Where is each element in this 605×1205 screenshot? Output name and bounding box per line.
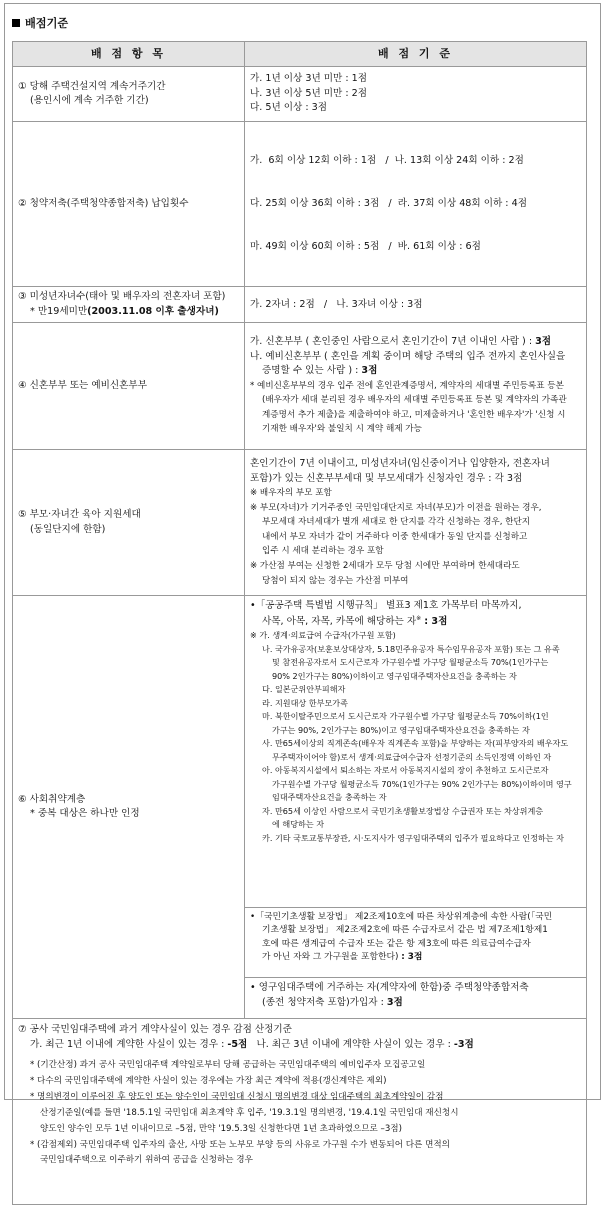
score: 3점 <box>386 996 403 1008</box>
criteria-line: 혼인기간이 7년 이내이고, 미성년자녀(임신중이거나 입양한자, 전혼자녀 <box>250 458 550 470</box>
header-criteria: 배 점 기 준 <box>245 42 587 67</box>
note-line: 90% 2인가구는 80%)이하이고 영구임대주택자산요건을 충족하는 자 <box>272 670 517 681</box>
table-row <box>13 287 587 323</box>
note-line: 내에서 부모 자녀가 같이 거주하다 이중 한세대가 동일 단지를 신청하고 <box>262 531 528 542</box>
item-label: ⑤ 부모·자녀간 육아 지원세대 <box>18 509 141 521</box>
criteria-line: •「국민기초생활 보장법」 제2조제10호에 따른 차상위계층에 속한 사람(「국민 <box>250 912 553 923</box>
item-label: ① 당해 주택건설지역 계속거주기간 <box>18 80 166 92</box>
item-sublabel: * 만19세미만 <box>30 305 88 317</box>
note-line: * (기간산정) 과거 공사 국민임대주택 계약일로부터 당해 공급하는 국민임대주택의 예비입주자 모집공고일 <box>30 1060 426 1071</box>
header-item: 배 점 항 목 <box>13 42 245 67</box>
item-newlywed <box>13 323 245 450</box>
criteria-line: 가. 2자녀 : 2점 / 나. 3자녀 이상 : 3점 <box>250 298 423 310</box>
criteria-line: 가. 신혼부부 ( 혼인중인 사람으로서 혼인기간이 7년 이내인 사람 ) : <box>250 336 536 348</box>
criteria-line: 포함)가 있는 신혼부부세대 및 부모세대가 신청자인 경우 : 각 3점 <box>250 472 523 484</box>
note-line: ※ 부모(자녀)가 기거주중인 국민임대단지로 자녀(부모)가 이전을 원하는 경우, <box>250 502 542 513</box>
criteria-newlywed <box>245 323 587 450</box>
note-line: 국민임대주택으로 이주하기 위하여 공급을 신청하는 경우 <box>40 1155 253 1166</box>
note-line: ※ 배우자의 부모 포함 <box>250 488 332 499</box>
vulnerable-group-3 <box>245 978 586 1018</box>
criteria-line: 가. 1년 이상 3년 미만 : 1점 <box>250 73 368 85</box>
criteria-children <box>245 287 587 323</box>
criteria-line: • 영구임대주택에 거주하는 자(계약자에 한함)중 주택청약종합저축 <box>250 982 529 994</box>
note-line: 아. 아동복지시설에서 퇴소하는 자로서 아동복지시설의 장이 추천하고 도시근로자 <box>262 765 549 776</box>
note-line: 에 해당하는 자 <box>272 819 325 830</box>
note-line: 나. 국가유공자(보훈보상대상자, 5.18민주유공자 특수임무유공자 포함) 또는 그 유족 <box>262 643 560 654</box>
note-line: * (감점제외) 국민임대주택 입주자의 출산, 사망 또는 노부모 부양 등의 사유로 가구원 수가 변동되어 다른 면적의 <box>30 1139 450 1150</box>
note-line: 자. 만65세 이상인 사람으로서 국민기초생활보장법상 수급권자 또는 차상위계층 <box>262 805 544 816</box>
criteria-residence <box>245 67 587 122</box>
item-residence <box>13 67 245 122</box>
deduction-line: 나. 최근 3년 이내에 계약한 사실이 있는 경우 : <box>247 1038 454 1050</box>
table-row <box>13 323 587 450</box>
deduction-line: 가. 최근 1년 이내에 계약한 사실이 있는 경우 : <box>30 1038 228 1050</box>
note-line: ※ 가. 생계·의료급여 수급자(가구원 포함) <box>250 630 396 641</box>
square-bullet-icon <box>12 19 20 27</box>
criteria-childcare <box>245 450 587 596</box>
vulnerable-group-1: •「공공주택 특별법 시행규칙」 별표3 제1호 가목부터 마목까지, 사목, 아목, 자목, 카목에 해당하는 자※ : 3점 ※ 가. 생계·의료급여 수급자(가구원 포함) 나. 국가유공자(보훈보상대상자, 5.18민주유공자 특수임무유공자 포함) 또는 그 유족 및 참전유공자로서 도시근로자 가구원수별 가구당 월평균소득 70%(1인가구는 90% 2인가구는 80%)이하이고 영구임대주택자산요건을 충족하는 자 다. 일본군위안부피해자 라. 지원대상 한부모가족 마. 북한이탈주민으로서 도시근로자 가구원수별 가구당 월평균소득 70%이하(1인 가구는 90%, 2인가구는 80%)이고 영구임대주택자산요건을 충족하는 자 사. 만65세이상의 직계존속(배우자 직계존속 포함)을 부양하는 자(피부양자의 배우자도 무주택자이어야 함)로서 생계·의료급여수급자 선정기준의 소득인정액 이하인 자 아. 아동복지시설에서 퇴소하는 자로서 아동복지시설의 장이 추천하고 도시근로자 가구원수별 가구당 월평균소득 70%(1인가구는 90% 2인가구는 80%)이하이며 영구 임대주택자산요건을 충족하는 자 자. 만65세 이상인 사람으로서 국민기초생활보장법상 수급권자 또는 차상위계층 에 해당하는 자 카. 기타 국토교통부장관, 시·도지사가 영구임대주택의 입주가 필요하다고 인정하는 자 <box>245 596 586 908</box>
deduction-title: ⑦ 공사 국민임대주택에 과거 계약사실이 있는 경우 감점 산정기준 <box>18 1024 292 1036</box>
score: 3점 <box>535 336 552 348</box>
criteria-line: 마. 49회 이상 60회 이하 : 5점 / 바. 61회 이상 : 6점 <box>250 241 481 253</box>
section-heading <box>12 16 68 33</box>
item-sublabel: * 중복 대상은 하나만 인정 <box>30 808 140 820</box>
note-line: 가구는 90%, 2인가구는 80%)이고 영구임대주택자산요건을 충족하는 자 <box>272 724 530 735</box>
item-label: ⑥ 사회취약계층 <box>18 793 86 805</box>
note-line: * 명의변경이 이루어진 후 양도인 또는 양수인이 국민임대 신청시 명의변경 대상 임대주택의 최초계약일이 감점 <box>30 1091 444 1102</box>
note-line: 다. 일본군위안부피해자 <box>262 684 346 695</box>
scoring-table <box>12 41 587 1205</box>
criteria-line: 기초생활 보장법」 제2조제2호에 따른 수급자로서 같은 법 제7조제1항제1 <box>262 925 548 936</box>
note-line: 입주 시 세대 분리하는 경우 포함 <box>262 546 384 557</box>
note-line: ※ 가산점 부여는 신청한 2세대가 모두 당첨 시에만 부여하며 한세대라도 <box>250 561 520 572</box>
note-line: 산정기준일(예를 들면 '18.5.1일 국민임대 최초계약 후 입주, '19.3.1일 명의변경, '19.4.1일 국민임대 재신청시 <box>40 1107 459 1118</box>
heading-text: 배점기준 <box>25 17 69 30</box>
note-line: 계증명서 추가 제출)을 제출하여야 하고, 미제출하거나 '혼인한 배우자'가 '신청 시 <box>262 409 566 420</box>
table-header-row <box>13 42 587 67</box>
note-line: * 다수의 국민임대주택에 계약한 사실이 있는 경우에는 가장 최근 계약에 적용(갱신계약은 제외) <box>30 1075 387 1086</box>
table-row <box>13 67 587 122</box>
criteria-line: 가 아닌 자와 그 가구원을 포함한다) <box>262 951 399 962</box>
criteria-savings <box>245 122 587 287</box>
item-vulnerable <box>13 596 245 1019</box>
item-childcare <box>13 450 245 596</box>
criteria-line: 다. 5년 이상 : 3점 <box>250 102 328 114</box>
criteria-line: 사목, 아목, 자목, 카목에 해당하는 자 <box>262 615 417 627</box>
criteria-line: •「공공주택 특별법 시행규칙」 별표3 제1호 가목부터 마목까지, <box>250 600 522 612</box>
table-row <box>13 122 587 287</box>
score: : 3점 <box>424 615 448 627</box>
item-label: ④ 신혼부부 또는 예비신혼부부 <box>18 380 147 392</box>
criteria-line: 다. 25회 이상 36회 이하 : 3점 / 라. 37회 이상 48회 이하 : 4점 <box>250 197 527 209</box>
item-label: ③ 미성년자녀수(태아 및 배우자의 전혼자녀 포함) <box>18 291 226 303</box>
note-line: 가구원수별 가구당 월평균소득 70%(1인가구는 90% 2인가구는 80%)이하이며 영구 <box>272 778 572 789</box>
item-sublabel-bold: (2003.11.08 이후 출생자녀) <box>87 305 219 317</box>
note-line: 무주택자이어야 함)로서 생계·의료급여수급자 선정기준의 소득인정액 이하인 자 <box>272 751 552 762</box>
table-row <box>13 450 587 596</box>
note-line: 및 참전유공자로서 도시근로자 가구원수별 가구당 월평균소득 70%(1인가구는 <box>272 657 549 668</box>
table-row <box>13 1019 587 1205</box>
score: : 3점 <box>401 951 423 962</box>
item-savings <box>13 122 245 287</box>
note-line: 양도인 양수인 모두 1년 이내이므로 –5점, 만약 '19.5.3일 신청한다면 1년 초과하였으므로 –3점) <box>40 1123 402 1134</box>
item-label: ② 청약저축(주택청약종합저축) 납입횟수 <box>18 197 189 209</box>
criteria-line: (종전 청약저축 포함)가입자 : <box>262 996 387 1008</box>
score: -3점 <box>453 1038 474 1050</box>
score: 3점 <box>361 365 378 377</box>
vulnerable-group-2 <box>245 908 586 978</box>
criteria-line: 가. 6회 이상 12회 이하 : 1점 / 나. 13회 이상 24회 이하 : 2점 <box>250 154 524 166</box>
note-line: 임대주택자산요건을 충족하는 자 <box>272 792 387 803</box>
item-sublabel: (동일단지에 한함) <box>30 523 106 535</box>
deduction-section <box>13 1019 587 1205</box>
note-line: 카. 기타 국토교통부장관, 시·도지사가 영구임대주택의 입주가 필요하다고 인정하는 자 <box>262 833 564 843</box>
item-sublabel: (용인시에 계속 거주한 기간) <box>30 95 149 106</box>
note-line: 사. 만65세이상의 직계존속(배우자 직계존속 포함)을 부양하는 자(피부양자의 배우자도 <box>262 738 569 749</box>
criteria-line: 나. 3년 이상 5년 미만 : 2점 <box>250 87 368 99</box>
item-children <box>13 287 245 323</box>
note-line: * 예비신혼부부의 경우 입주 전에 혼인관계증명서, 계약자의 세대별 주민등록표 등본 <box>250 380 564 391</box>
note-line: 마. 북한이탈주민으로서 도시근로자 가구원수별 가구당 월평균소득 70%이하(1인 <box>262 711 549 722</box>
score: -5점 <box>227 1038 248 1050</box>
table-row <box>13 596 587 1019</box>
note-line: (배우자가 세대 분리된 경우 배우자의 세대별 주민등록표 등본 및 계약자의 가족관 <box>262 395 567 406</box>
criteria-vulnerable <box>245 596 587 1019</box>
criteria-line: 나. 예비신혼부부 ( 혼인을 계획 중이며 해당 주택의 입주 전까지 혼인사실을 <box>250 350 566 362</box>
note-line: 기재한 배우자'와 불일치 시 계약 해제 가능 <box>262 424 422 435</box>
note-line: 라. 지원대상 한부모가족 <box>262 697 348 708</box>
note-line: 부모세대 자녀세대가 별개 세대로 한 단지를 각각 신청하는 경우, 한단지 <box>262 517 531 528</box>
criteria-line: 증명할 수 있는 사람 ) : <box>262 365 362 377</box>
criteria-line: 호에 따른 생계급여 수급자 또는 같은 항 제3호에 따른 의료급여수급자 <box>262 938 531 949</box>
note-line: 당첨이 되지 않는 경우는 가산점 미부여 <box>262 575 409 586</box>
